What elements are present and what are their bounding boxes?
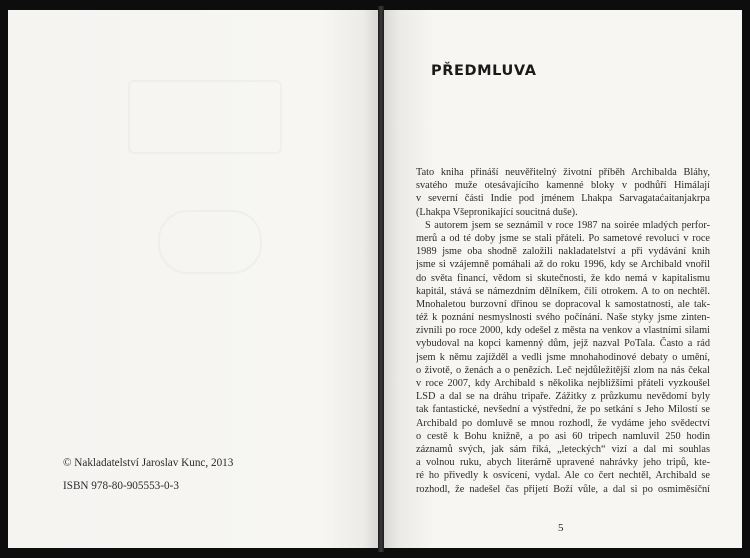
page-number: 5: [558, 522, 564, 534]
text-line: 1989 jsme oba shodně založili nakladatelství a při vydávání knih: [416, 246, 710, 258]
text-line: záznamů svých, jak sám říká, „leteckých“ vizí a dal mi souhlas: [416, 443, 710, 455]
text-line: Mnohaletou burzovní dřinou se dopracoval k samostatnosti, ale tak-: [416, 298, 710, 310]
text-line: tak fantastické, nevšední a výstřední, že po setkání s Jeho Milostí se: [416, 404, 710, 416]
text-line: v roce 2007, kdy Archibald s několika nejbližšími přáteli vyzkoušel: [416, 378, 710, 389]
text-line: S autorem jsem se seznámil v roce 1987 na soirée mladých perfor-: [425, 219, 710, 231]
right-page: [384, 10, 742, 548]
text-line: vybudoval na kopci kamenný dům, jejž nazval PoTala. Často a rád: [416, 338, 710, 350]
text-line: a volnou ruku, abych literárně upravené nahrávky jeho tripů, kte-: [416, 457, 710, 469]
body-text: [416, 166, 710, 496]
text-line: do světa financí, vědom si skutečnosti, že kdo nemá v kapitalismu: [416, 272, 710, 284]
text-line: ré ho přivedly k osvícení, vydal. Ale co čert nechtěl, Archibald se: [416, 470, 710, 482]
text-line: rozhodl, že nadešel čas přijetí Boží vůle, a dal si po osmiměsíční: [416, 483, 710, 495]
bleed-through-mark: [128, 80, 282, 154]
text-line: LSD a dal se na dráhu tripaře. Zážitky z průzkumu nevědomí byly: [416, 391, 710, 403]
left-page: [8, 10, 378, 548]
text-line: Archibald po domluvě se mnou rozhodl, že vydáme jeho svědectví: [416, 417, 710, 429]
text-line: jsem k němu zajížděl a vedli jsme mnohahodinové debaty o umění,: [416, 351, 710, 363]
text-line: (Lhakpa Všepronikající soucitná duše).: [416, 206, 578, 218]
text-line: merů a od té doby jsme se stali přáteli. Po sametové revoluci v roce: [416, 232, 710, 244]
text-line: o cestě k Bohu knižně, a po asi 60 tripech namluvil 250 hodin: [416, 430, 710, 442]
text-line: Tato kniha přináší neuvěřitelný životní příběh Archibalda Bláhy,: [416, 167, 710, 178]
chapter-heading: PŘEDMLUVA: [431, 63, 537, 79]
text-line: zivnili po roce 2000, kdy odešel z města na venkov a vlastními silami: [416, 325, 710, 337]
text-line: jsme si vzájemně pomáhali až do roku 1996, kdy se Archibald vnořil: [416, 259, 710, 271]
text-line: svatého muže otesávajícího kamenné bloky v podhůří Himálají: [416, 180, 710, 192]
text-line: kapitál, stává se námezdním dělníkem, čili otrokem. A to on nechtěl.: [416, 285, 710, 297]
text-line: též k poznání nesmyslnosti svého počínání. Naše styky jsme zinten-: [416, 312, 710, 324]
isbn: ISBN 978-80-905553-0-3: [63, 480, 179, 492]
text-line: o životě, o ženách a o penězích. Leč nejdůležitější zlom na nás čekal: [416, 364, 710, 376]
bleed-through-mark: [158, 210, 262, 274]
text-line: v severní části Indie pod jménem Lhakpa Sarvagataćaitanjakrpa: [416, 193, 710, 205]
copyright-notice: © Nakladatelství Jaroslav Kunc, 2013: [63, 457, 234, 469]
